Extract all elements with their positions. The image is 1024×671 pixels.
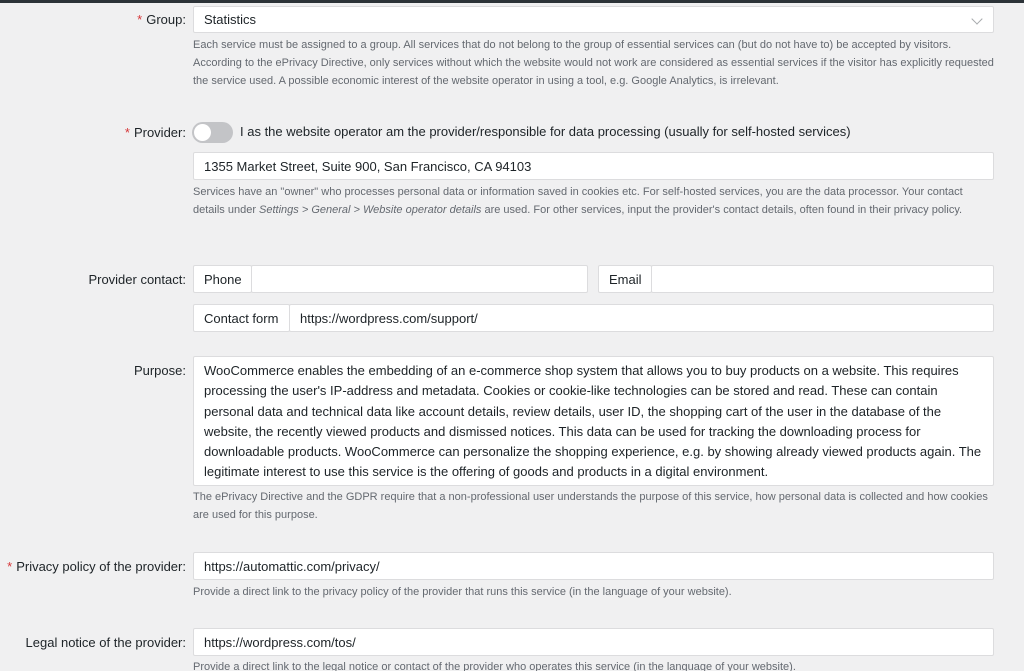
purpose-textarea[interactable]: WooCommerce enables the embedding of an e-commerce shop system that allows you to buy products on a website. This requires processing the user's IP-address and metadata. Cookies or cookie-like technologies can be stored and read. These can contain personal data and technical data like account details, review details, user ID, the shopping cart of the user in the database of the website, the recently viewed products and dismissed notices. This data can be used for tracking the downloading process for downloadable products. WooCommerce can personalize the shopping experience, e.g. by showing already viewed products again. The legitimate interest to use this service is the offering of goods and products in a digital environment. bbox=[193, 356, 994, 486]
provider-label: * Provider: bbox=[124, 125, 186, 140]
top-border bbox=[0, 0, 1024, 3]
purpose-help: The ePrivacy Directive and the GDPR require that a non-professional user understands the purpose of this service, how personal data is collected and how cookies are used for this purpose. bbox=[193, 491, 988, 521]
phone-addon: Phone bbox=[193, 265, 252, 293]
toggle-knob bbox=[194, 124, 211, 141]
required-mark: * bbox=[7, 559, 13, 574]
provider-self-toggle[interactable] bbox=[192, 122, 233, 143]
provider-address-input[interactable] bbox=[193, 152, 994, 180]
chevron-down-icon bbox=[971, 13, 982, 24]
privacy-policy-label: * Privacy policy of the provider: bbox=[7, 559, 186, 574]
phone-input[interactable] bbox=[251, 265, 588, 293]
contact-form-addon: Contact form bbox=[193, 304, 290, 332]
group-help: Each service must be assigned to a group. All services that do not belong to the group of essential services can (but do not have to) be accepted by visitors. According to the ePrivacy Directive, only services without which the website would not work are considered as essential services if the visitor has explicitly requested the service used. A possible economic interest of the website operator in using a tool, e.g. Google Analytics, is irrelevant. bbox=[193, 39, 994, 87]
contact-form-value: https://wordpress.com/support/ bbox=[300, 310, 478, 326]
email-input[interactable] bbox=[651, 265, 994, 293]
privacy-policy-value: https://automattic.com/privacy/ bbox=[204, 558, 380, 574]
required-mark: * bbox=[137, 12, 143, 27]
group-label: * Group: bbox=[137, 12, 186, 27]
required-mark: * bbox=[124, 125, 130, 140]
contact-form-input[interactable] bbox=[289, 304, 994, 332]
provider-toggle-label: I as the website operator am the provider/responsible for data processing (usually for self-hosted services) bbox=[240, 124, 851, 139]
group-select-value: Statistics bbox=[204, 12, 257, 27]
legal-notice-value: https://wordpress.com/tos/ bbox=[204, 634, 356, 650]
privacy-policy-help: Provide a direct link to the privacy policy of the provider that runs this service (in the language of your website). bbox=[193, 586, 732, 598]
legal-notice-label: Legal notice of the provider: bbox=[25, 635, 186, 650]
group-select[interactable] bbox=[193, 6, 994, 33]
purpose-label: Purpose: bbox=[133, 363, 186, 378]
privacy-policy-input[interactable] bbox=[193, 552, 994, 580]
provider-address-value: 1355 Market Street, Suite 900, San Francisco, CA 94103 bbox=[204, 158, 532, 174]
legal-notice-input[interactable] bbox=[193, 628, 994, 656]
provider-help: Services have an "owner" who processes personal data or information saved in cookies etc. For self-hosted services, you are the data processor. Your contact details under Settings > General > Website operator details are used. For other services, input the provider's contact details, often found in their privacy policy. bbox=[193, 186, 963, 216]
provider-contact-label: Provider contact: bbox=[88, 272, 186, 287]
email-addon: Email bbox=[598, 265, 652, 293]
legal-notice-help: Provide a direct link to the legal notice or contact of the provider who operates this service (in the language of your website). bbox=[193, 661, 796, 671]
